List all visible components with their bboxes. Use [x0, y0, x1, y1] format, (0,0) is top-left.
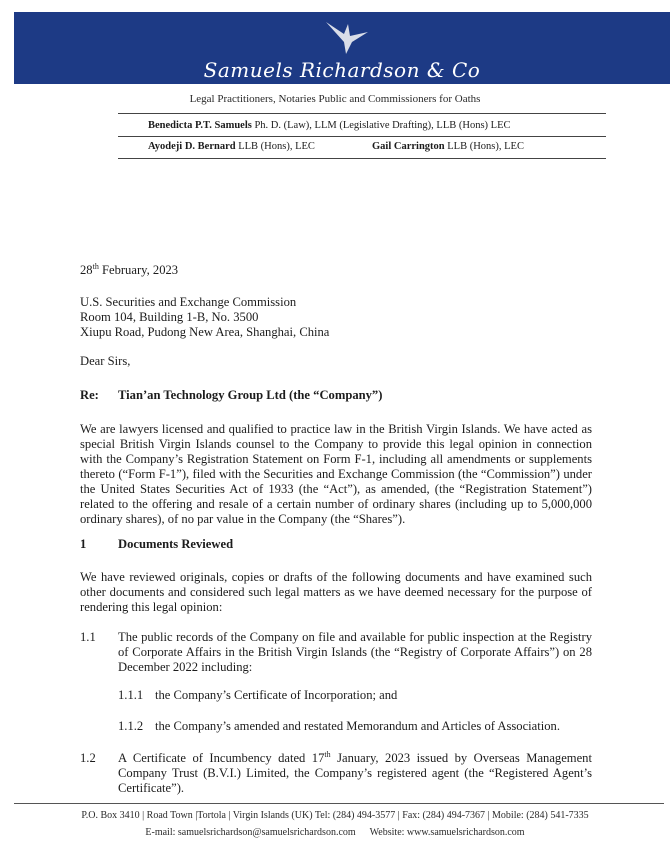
salutation: Dear Sirs,	[80, 354, 131, 368]
dove-icon	[324, 20, 370, 56]
re-subject: Tian’an Technology Group Ltd (the “Company”)	[118, 388, 383, 402]
partners-top-rule	[118, 113, 606, 114]
footer-rule	[14, 803, 664, 804]
item-number: 1.1.1	[118, 688, 144, 702]
item-text: the Company’s Certificate of Incorporation; and	[155, 688, 398, 702]
partner-name: Benedicta P.T. Samuels	[148, 120, 252, 131]
item-text-part: January, 2023 issued by Overseas Management Company Trust (B.V.I.) Limited, the Company’s registered agent (the “Registered Agent’s Certificate”).	[118, 751, 592, 795]
item-text-part: A Certificate of Incumbency dated 17	[118, 751, 325, 765]
firm-name-underline	[224, 84, 479, 85]
partner-name: Gail Carrington	[372, 141, 445, 152]
intro-paragraph: We are lawyers licensed and qualified to practice law in the British Virgin Islands. We have acted as special British Virgin Islands counsel to the Company to provide this legal opinion in connection with the Company’s Registration Statement on Form F-1, including all amendments or supplements thereto (“Form F-1”), filed with the Securities and Exchange Commission (the “Commission”) under the United States Securities Act of 1933 (the “Act”), as amended, (the “Registration Statement”) related to the offering and resale of a certain number of ordinary shares (including up to 5,000,000 ordinary shares), of no par value in the Company (the “Shares”).	[80, 422, 592, 526]
subject-line	[80, 388, 382, 403]
item-number: 1.1.2	[118, 719, 144, 733]
section-number: 1	[80, 537, 87, 551]
partner-credentials: LLB (Hons), LEC	[447, 141, 524, 152]
partners-mid-rule	[118, 136, 606, 137]
section-intro: We have reviewed originals, copies or drafts of the following documents and have examined such other documents and considered such legal matters as we have deemed necessary for the purpose of rendering this legal opinion:	[80, 570, 592, 614]
partner-credentials: Ph. D. (Law), LLM (Legislative Drafting), LLB (Hons) LEC	[254, 120, 511, 131]
recipient-line: Room 104, Building 1-B, No. 3500	[80, 310, 259, 324]
item-text-sup: th	[324, 749, 331, 759]
partner-credentials: LLB (Hons), LEC	[238, 141, 315, 152]
recipient-address	[80, 295, 329, 340]
firm-name: Samuels Richardson & Co	[203, 58, 481, 82]
footer-contact	[0, 827, 670, 838]
item-text: The public records of the Company on file and available for public inspection at the Registry of Corporate Affairs in the British Virgin Islands (the “Registry of Corporate Affairs”) on 28 December 2022 including:	[118, 630, 592, 674]
partner-samuels	[148, 120, 511, 131]
recipient-line: Xiupu Road, Pudong New Area, Shanghai, China	[80, 325, 330, 339]
firm-tagline: Legal Practitioners, Notaries Public and Commissioners for Oaths	[189, 93, 481, 105]
recipient-line: U.S. Securities and Exchange Commission	[80, 295, 297, 309]
footer-address: P.O. Box 3410 | Road Town |Tortola | Virgin Islands (UK) Tel: (284) 494-3577 | Fax: (284) 494-7367 | Mobile: (284) 541-7335	[81, 810, 589, 821]
re-label: Re:	[80, 388, 99, 402]
item-text: the Company’s amended and restated Memorandum and Articles of Association.	[155, 719, 561, 733]
item-number: 1.1	[80, 630, 96, 644]
letter-date	[80, 263, 178, 278]
footer-website: Website: www.samuelsrichardson.com	[369, 827, 525, 838]
footer-email: E-mail: samuelsrichardson@samuelsrichardson.com	[145, 827, 356, 838]
partners-bottom-rule	[118, 158, 606, 159]
item-number: 1.2	[80, 751, 96, 765]
date-day: 28	[80, 263, 93, 277]
item-text	[118, 751, 592, 796]
letterhead-banner	[14, 12, 670, 84]
partner-bernard	[148, 141, 315, 152]
date-suffix: th	[92, 261, 99, 271]
partner-name: Ayodeji D. Bernard	[148, 141, 236, 152]
date-rest: February, 2023	[98, 263, 179, 277]
partner-carrington	[372, 141, 524, 152]
section-heading	[80, 537, 233, 552]
section-title: Documents Reviewed	[118, 537, 234, 551]
